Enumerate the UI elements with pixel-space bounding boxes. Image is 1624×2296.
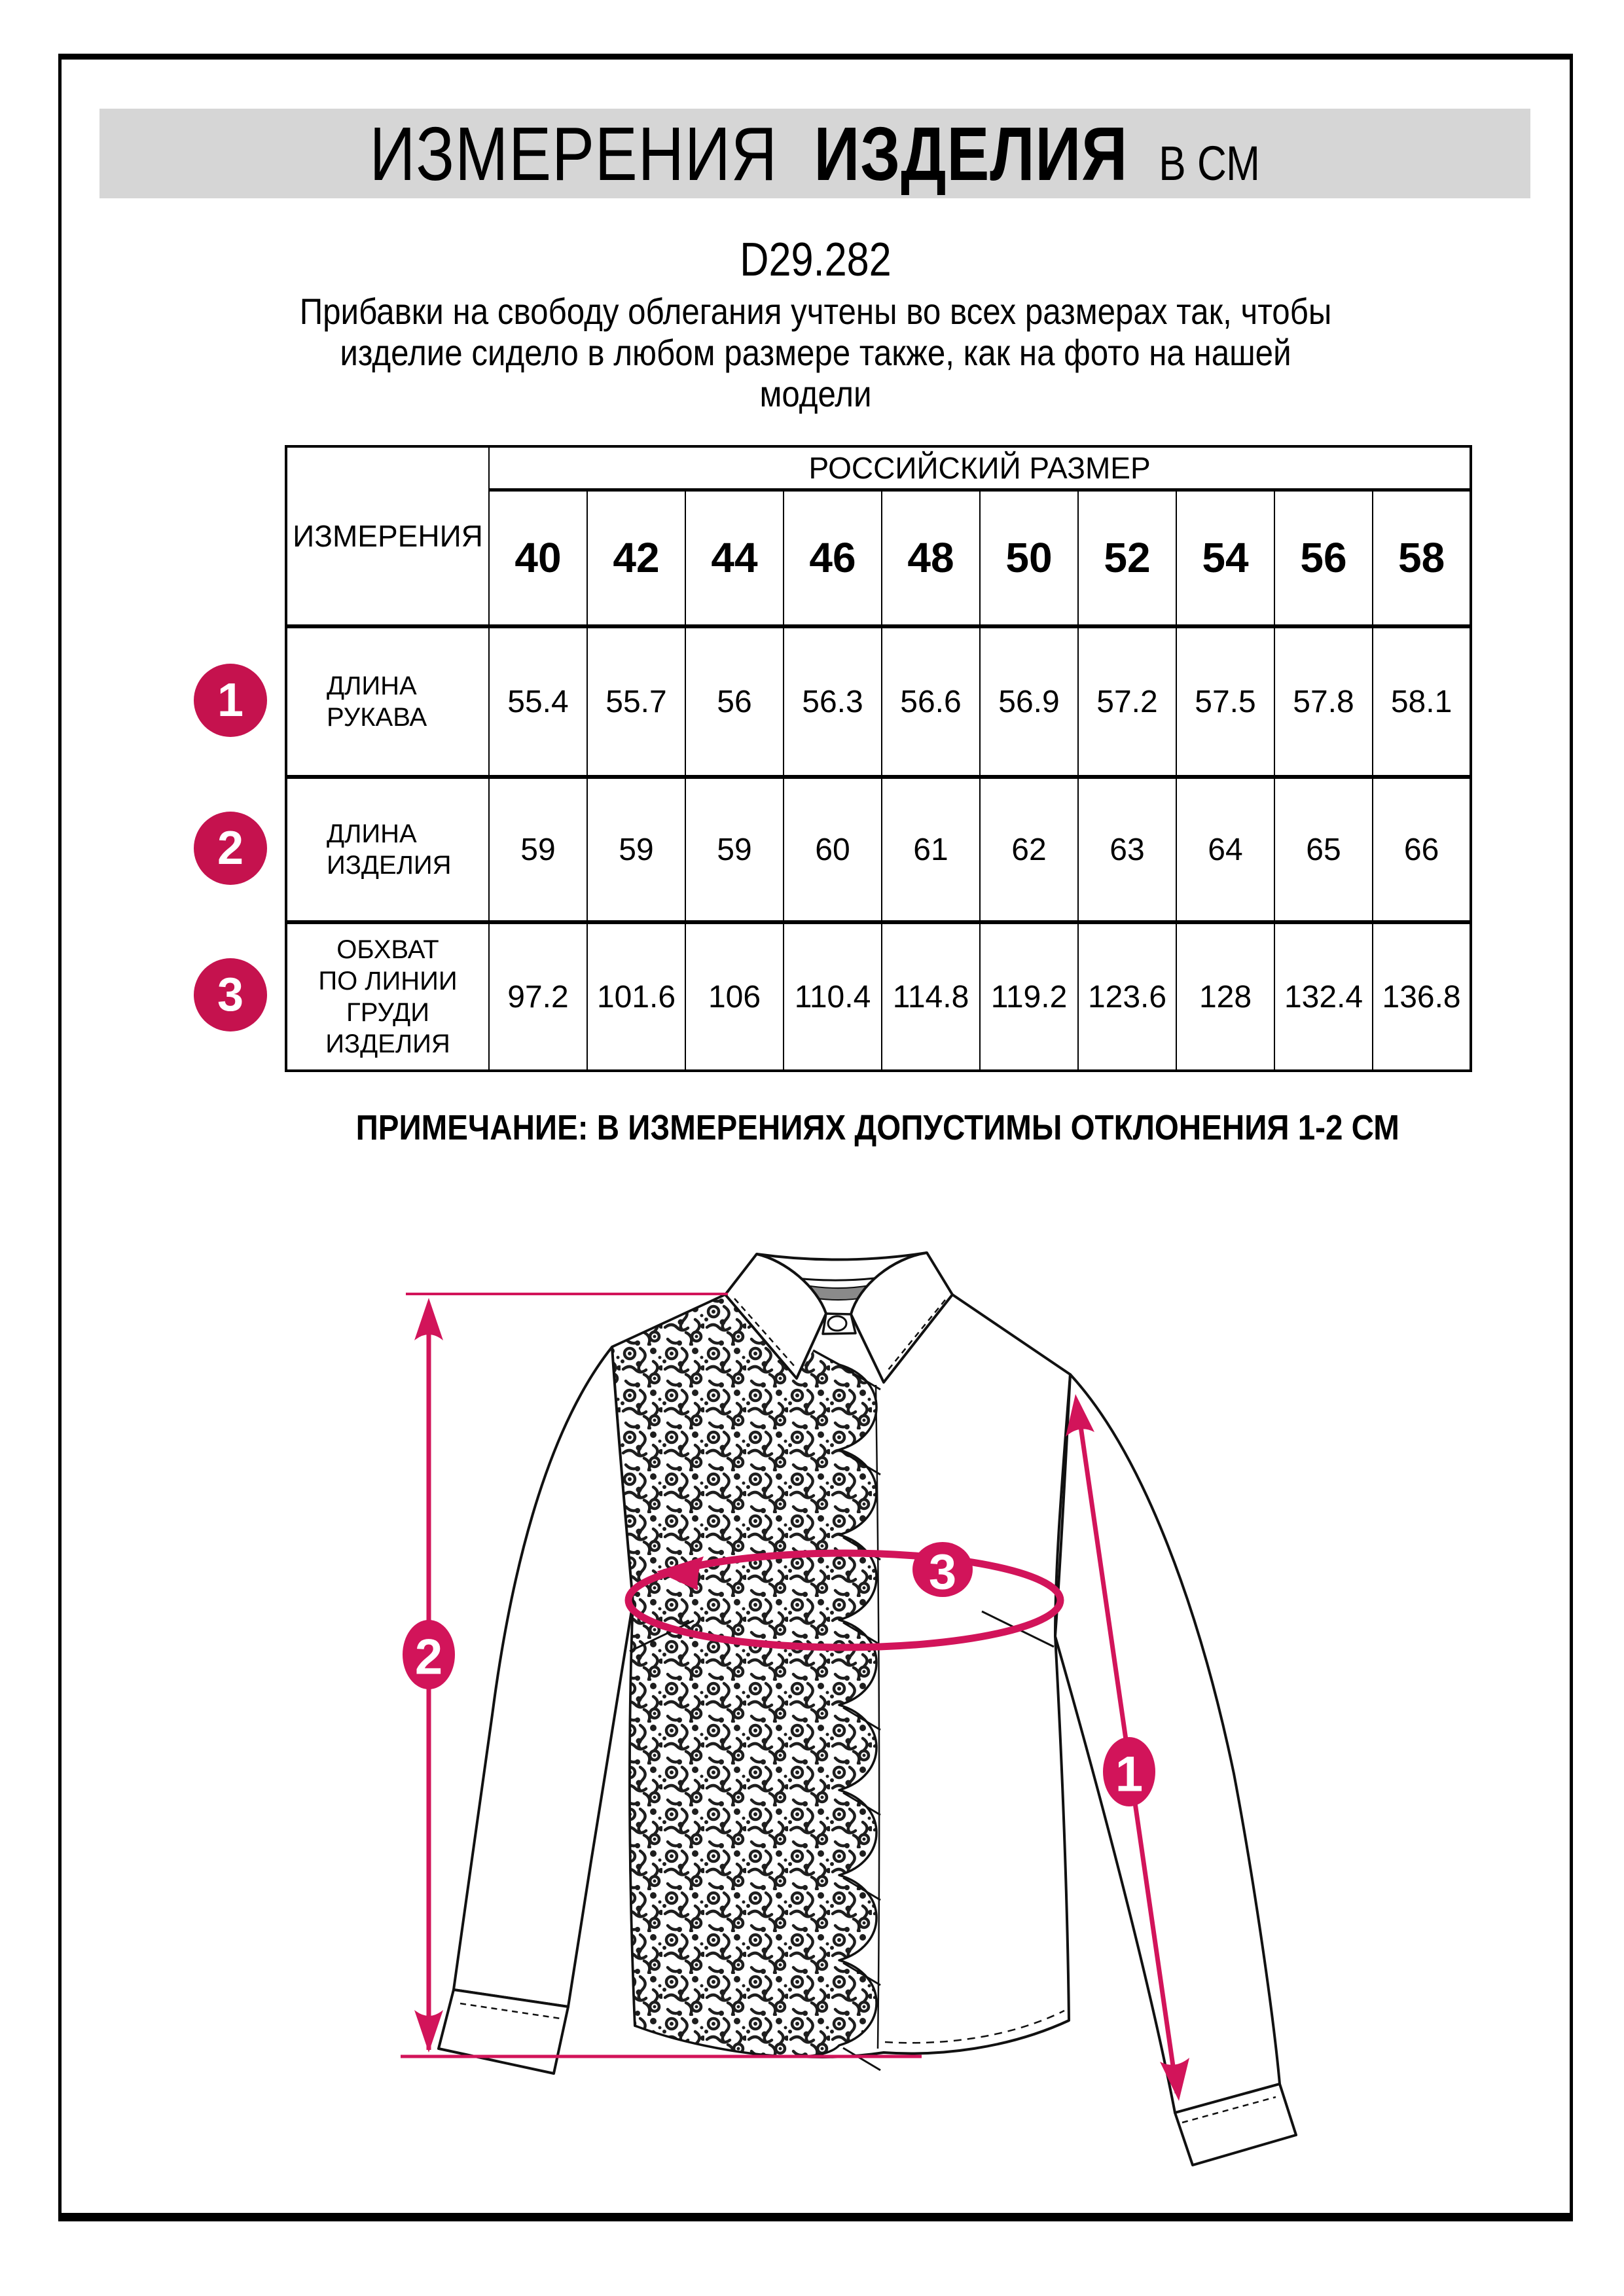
- length-arrowhead-top: [414, 1298, 443, 1340]
- table-row-chest-girth: [286, 922, 1471, 1071]
- size-col-header: 42: [587, 490, 685, 626]
- tolerance-note: ПРИМЕЧАНИЕ: В ИЗМЕРЕНИЯХ ДОПУСТИМЫ ОТКЛОНЕНИЯ 1-2 СМ: [355, 1108, 1399, 1147]
- table-cell: 59: [489, 777, 587, 922]
- size-col-header: 50: [980, 490, 1078, 626]
- table-cell: 61: [882, 777, 980, 922]
- table-cell: 64: [1176, 777, 1274, 922]
- size-col-header: 58: [1373, 490, 1471, 626]
- collar-button: [828, 1316, 846, 1331]
- row-label: ДЛИНА РУКАВА: [286, 626, 489, 777]
- table-cell: 66: [1373, 777, 1471, 922]
- table-row-product-length: [286, 777, 1471, 922]
- size-col-header: 56: [1274, 490, 1373, 626]
- garment-technical-drawing: [327, 1178, 1342, 2193]
- table-cell: 55.4: [489, 626, 587, 777]
- title-word-product: ИЗДЕЛИЯ: [814, 111, 1128, 196]
- left-sleeve: [454, 1347, 633, 2007]
- fit-description: [149, 291, 1482, 414]
- fit-description-line-2: изделие сидело в любом размере также, как на фото на нашей: [340, 332, 1291, 373]
- table-group-header-row: [286, 446, 1471, 490]
- table-row-sleeve-length: [286, 626, 1471, 777]
- product-code: D29.282: [740, 234, 892, 286]
- table-cell: 136.8: [1373, 922, 1471, 1071]
- row-number-badge-1: 1: [194, 664, 267, 737]
- table-cell: 59: [685, 777, 784, 922]
- title-unit: В СМ: [1159, 135, 1261, 190]
- table-cell: 106: [685, 922, 784, 1071]
- lace-panel: [612, 1295, 876, 2056]
- table-cell: 97.2: [489, 922, 587, 1071]
- table-cell: 57.8: [1274, 626, 1373, 777]
- row-number-badge-2: 2: [194, 812, 267, 885]
- corner-header: ИЗМЕРЕНИЯ: [286, 446, 489, 626]
- table-cell: 56.6: [882, 626, 980, 777]
- table-cell: 60: [784, 777, 882, 922]
- size-col-header: 54: [1176, 490, 1274, 626]
- table-cell: 56.9: [980, 626, 1078, 777]
- size-col-header: 40: [489, 490, 587, 626]
- row-number-badge-3: 3: [194, 958, 267, 1031]
- size-col-header: 44: [685, 490, 784, 626]
- size-col-header: 46: [784, 490, 882, 626]
- table-cell: 110.4: [784, 922, 882, 1071]
- title-banner: [99, 109, 1530, 198]
- badge-chest-girth-label: 3: [928, 1544, 957, 1600]
- fit-description-line-1: Прибавки на свободу облегания учтены во всех размерах так, чтобы: [299, 291, 1332, 332]
- table-cell: 59: [587, 777, 685, 922]
- table-cell: 58.1: [1373, 626, 1471, 777]
- table-cell: 123.6: [1078, 922, 1176, 1071]
- title-word-measurements: ИЗМЕРЕНИЯ: [369, 111, 778, 196]
- size-col-header: 52: [1078, 490, 1176, 626]
- row-label: ДЛИНА ИЗДЕЛИЯ: [286, 777, 489, 922]
- table-cell: 62: [980, 777, 1078, 922]
- table-cell: 101.6: [587, 922, 685, 1071]
- table-cell: 132.4: [1274, 922, 1373, 1071]
- size-col-header: 48: [882, 490, 980, 626]
- russian-size-header: РОССИЙСКИЙ РАЗМЕР: [489, 446, 1471, 490]
- table-cell: 119.2: [980, 922, 1078, 1071]
- table-cell: 55.7: [587, 626, 685, 777]
- table-cell: 57.2: [1078, 626, 1176, 777]
- table-cell: 65: [1274, 777, 1373, 922]
- table-cell: 128: [1176, 922, 1274, 1071]
- measurements-table: [285, 445, 1472, 1072]
- badge-product-length-label: 2: [414, 1629, 443, 1685]
- table-cell: 114.8: [882, 922, 980, 1071]
- table-cell: 63: [1078, 777, 1176, 922]
- page-title: [370, 110, 1260, 198]
- badge-sleeve-length-label: 1: [1115, 1746, 1144, 1803]
- table-cell: 56.3: [784, 626, 882, 777]
- fit-description-line-3: модели: [759, 373, 872, 414]
- row-label: ОБХВАТ ПО ЛИНИИ ГРУДИ ИЗДЕЛИЯ: [286, 922, 489, 1071]
- table-cell: 56: [685, 626, 784, 777]
- table-cell: 57.5: [1176, 626, 1274, 777]
